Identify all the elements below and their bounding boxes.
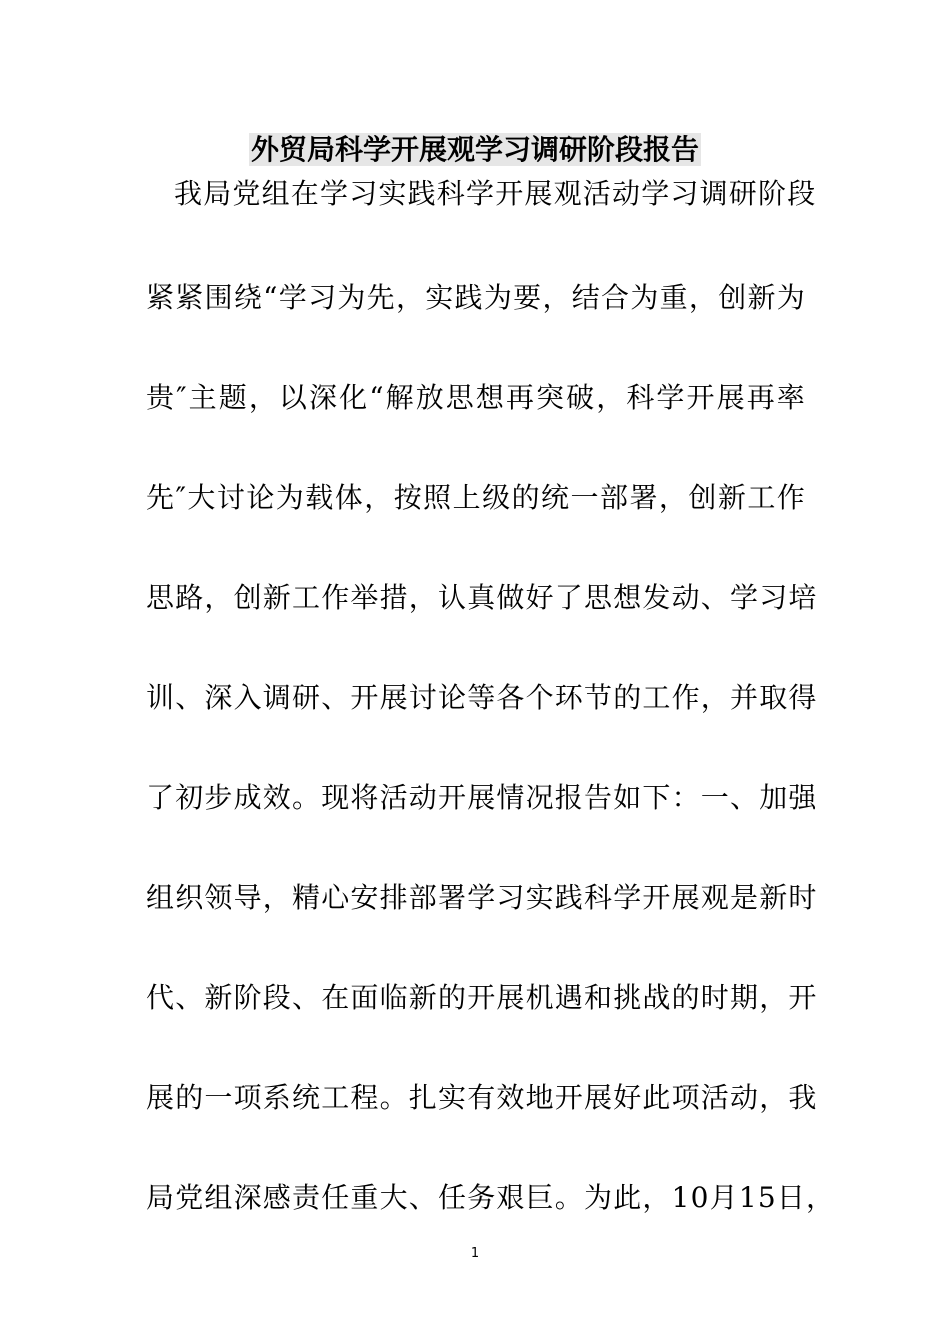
paragraph-line: 局党组深感责任重大、任务艰巨。为此，10月15日， [146, 1181, 836, 1214]
paragraph-line: 展的一项系统工程。扎实有效地开展好此项活动，我 [146, 1081, 818, 1114]
paragraph-line: 代、新阶段、在面临新的开展机遇和挑战的时期，开 [146, 981, 818, 1014]
paragraph-line: 思路，创新工作举措，认真做好了思想发动、学习培 [146, 581, 818, 614]
page-number: 1 [470, 1246, 480, 1261]
document-title-text: 外贸局科学开展观学习调研阶段报告 [250, 133, 699, 166]
paragraph-line: 先″大讨论为载体，按照上级的统一部署，创新工作 [146, 481, 806, 514]
paragraph-line: 了初步成效。现将活动开展情况报告如下：一、加强 [146, 781, 818, 814]
paragraph-line: 我局党组在学习实践科学开展观活动学习调研阶段 [174, 177, 817, 210]
paragraph-line: 贵″主题，以深化“解放思想再突破，科学开展再率 [146, 381, 806, 414]
paragraph-line: 紧紧围绕“学习为先，实践为要，结合为重，创新为 [146, 281, 806, 314]
document-title [0, 130, 950, 170]
paragraph-line: 训、深入调研、开展讨论等各个环节的工作，并取得 [146, 681, 818, 714]
paragraph-line: 组织领导，精心安排部署学习实践科学开展观是新时 [146, 881, 818, 914]
